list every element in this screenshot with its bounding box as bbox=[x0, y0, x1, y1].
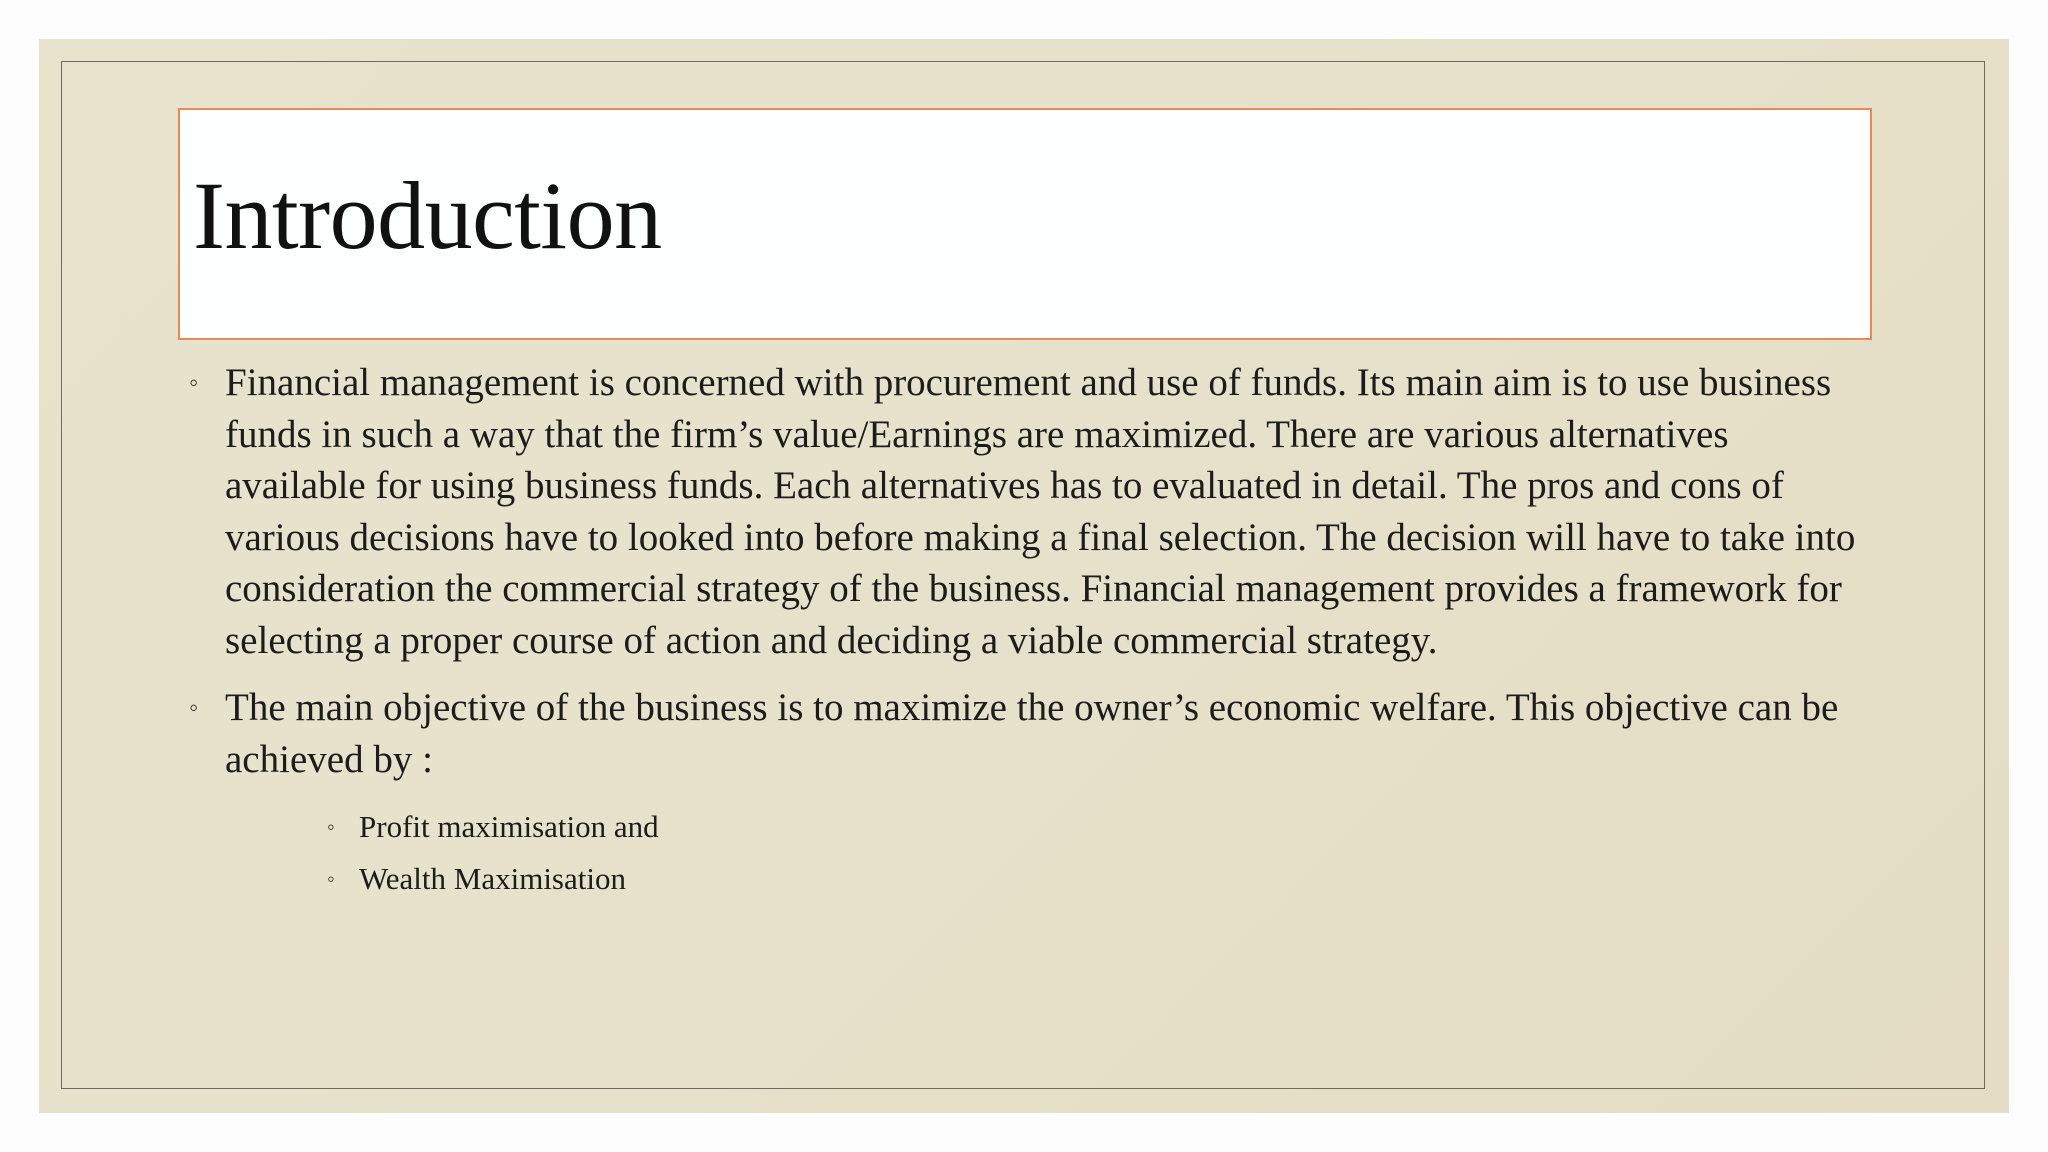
bullet-circle-icon: ◦ bbox=[189, 693, 199, 722]
bullet-circle-icon: ◦ bbox=[327, 814, 335, 839]
sub-bullet-item bbox=[327, 801, 1869, 853]
sub-bullet-text: Wealth Maximisation bbox=[359, 861, 626, 896]
slide-title: Introduction bbox=[193, 162, 662, 269]
slide bbox=[39, 39, 2009, 1113]
sub-bullet-text: Profit maximisation and bbox=[359, 809, 659, 844]
bullet-text: The main objective of the business is to maximize the owner’s economic welfare. This objective can be achieved by : bbox=[225, 686, 1839, 781]
bullet-text: Financial management is concerned with procurement and use of funds. Its main aim is to use business funds in such a way that the firm’s value/Earnings are maximized. There are various alternatives available for using business funds. Each alternatives has to evaluated in detail. The pros and cons of various decisions have to looked into before making a final selection. The decision will have to take into consideration the commercial strategy of the business. Financial management provides a framework for selecting a proper course of action and deciding a viable commercial strategy. bbox=[225, 361, 1856, 662]
bullet-item bbox=[189, 682, 1869, 785]
bullet-item bbox=[189, 357, 1869, 666]
bullet-circle-icon: ◦ bbox=[189, 368, 199, 397]
bullet-circle-icon: ◦ bbox=[327, 866, 335, 891]
slide-content bbox=[189, 357, 1869, 905]
sub-bullet-item bbox=[327, 853, 1869, 905]
